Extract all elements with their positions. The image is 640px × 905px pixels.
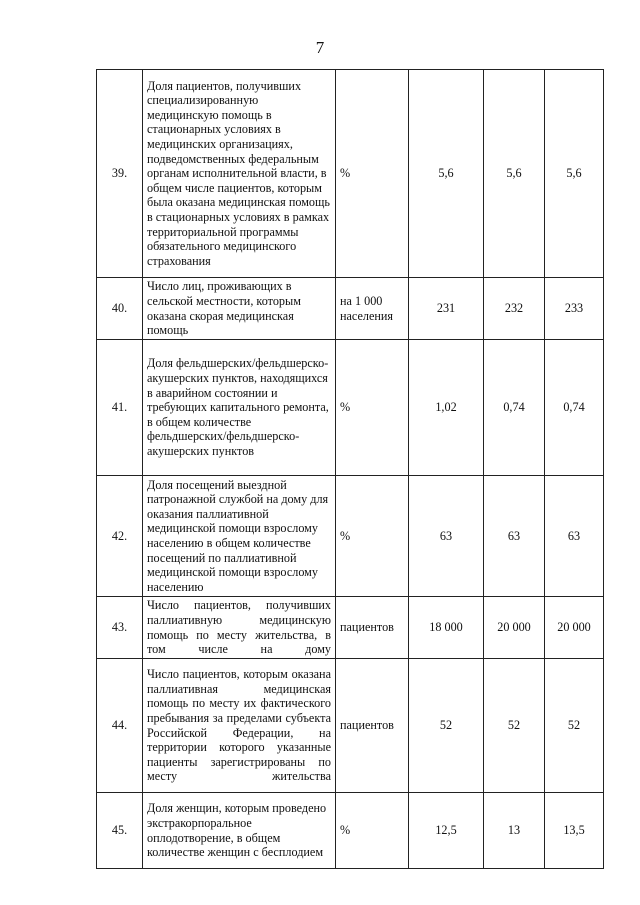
value-cell: 1,02 — [409, 340, 484, 476]
unit-cell: пациентов — [336, 597, 409, 659]
table-row — [97, 278, 604, 340]
value-cell: 232 — [484, 278, 545, 340]
table-row — [97, 340, 604, 476]
unit-cell: % — [336, 476, 409, 597]
indicator-name: Доля женщин, которым проведено экстракорпоральное оплодотворение, в общем количестве женщин с бесплодием — [143, 793, 336, 869]
row-number: 45. — [97, 793, 143, 869]
value-cell: 0,74 — [545, 340, 604, 476]
value-cell: 18 000 — [409, 597, 484, 659]
value-cell: 52 — [409, 659, 484, 793]
value-cell: 20 000 — [545, 597, 604, 659]
unit-cell: пациентов — [336, 659, 409, 793]
unit-cell: % — [336, 793, 409, 869]
value-cell: 231 — [409, 278, 484, 340]
value-cell: 13 — [484, 793, 545, 869]
value-cell: 5,6 — [409, 70, 484, 278]
page-number: 7 — [315, 38, 325, 57]
table-row — [97, 70, 604, 278]
value-cell: 233 — [545, 278, 604, 340]
value-cell: 5,6 — [484, 70, 545, 278]
indicator-name: Доля фельдшерских/фельдшерско-акушерских пунктов, находящихся в аварийном состоянии и требующих капитального ремонта, в общем количестве фельдшерских/фельдшерско-акушерских пунктов — [143, 340, 336, 476]
row-number: 43. — [97, 597, 143, 659]
row-number: 41. — [97, 340, 143, 476]
value-cell: 12,5 — [409, 793, 484, 869]
value-cell: 20 000 — [484, 597, 545, 659]
indicator-name: Доля пациентов, получивших специализированную медицинскую помощь в стационарных условиях в медицинских организациях, подведомственных федеральным органам исполнительной власти, в общем числе пациентов, которым была оказана медицинская помощь в стационарных условиях в рамках территориальной программы обязательного медицинского страхования — [143, 70, 336, 278]
value-cell: 0,74 — [484, 340, 545, 476]
table-row — [97, 597, 604, 659]
unit-cell: на 1 000 населения — [336, 278, 409, 340]
indicator-name: Число пациентов, получивших паллиативную медицинскую помощь по месту жительства, в том числе на дому — [143, 597, 336, 659]
value-cell: 5,6 — [545, 70, 604, 278]
indicator-name: Доля посещений выездной патронажной службой на дому для оказания паллиативной медицинской помощи взрослому населению в общем количестве посещений по паллиативной медицинской помощи взрослому населению — [143, 476, 336, 597]
unit-cell: % — [336, 340, 409, 476]
value-cell: 52 — [484, 659, 545, 793]
row-number: 44. — [97, 659, 143, 793]
value-cell: 63 — [484, 476, 545, 597]
indicators-table — [96, 69, 604, 869]
value-cell: 63 — [409, 476, 484, 597]
indicator-name: Число пациентов, которым оказана паллиативная медицинская помощь по месту их фактического пребывания за пределами субъекта Российской Федерации, на территории которого указанные пациенты зарегистрированы по месту жительства — [143, 659, 336, 793]
table-row — [97, 476, 604, 597]
row-number: 40. — [97, 278, 143, 340]
value-cell: 52 — [545, 659, 604, 793]
row-number: 39. — [97, 70, 143, 278]
row-number: 42. — [97, 476, 143, 597]
value-cell: 13,5 — [545, 793, 604, 869]
table-row — [97, 659, 604, 793]
value-cell: 63 — [545, 476, 604, 597]
unit-cell: % — [336, 70, 409, 278]
table-row — [97, 793, 604, 869]
indicator-name: Число лиц, проживающих в сельской местности, которым оказана скорая медицинская помощь — [143, 278, 336, 340]
